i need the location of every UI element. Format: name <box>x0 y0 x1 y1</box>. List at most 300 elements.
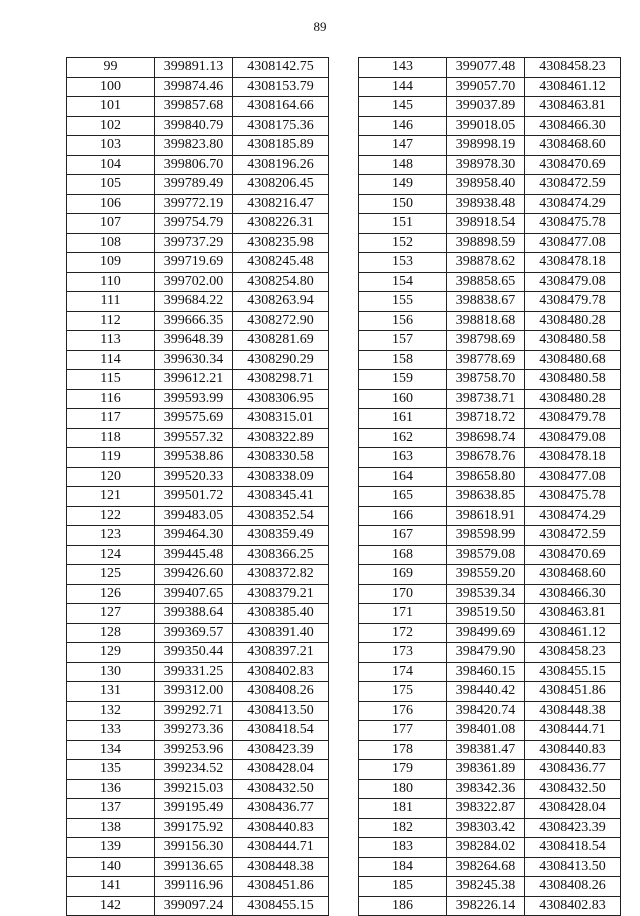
table-row <box>67 487 329 507</box>
y-coordinate-cell: 4308235.98 <box>233 233 329 253</box>
point-number-cell: 104 <box>67 155 155 175</box>
x-coordinate-cell: 398838.67 <box>447 292 525 312</box>
table-row <box>67 760 329 780</box>
table-row <box>359 584 621 604</box>
x-coordinate-cell: 399520.33 <box>155 467 233 487</box>
x-coordinate-cell: 399273.36 <box>155 721 233 741</box>
table-row <box>359 877 621 897</box>
y-coordinate-cell: 4308397.21 <box>233 643 329 663</box>
y-coordinate-cell: 4308402.83 <box>233 662 329 682</box>
point-number-cell: 106 <box>67 194 155 214</box>
table-row <box>359 448 621 468</box>
table-row <box>67 877 329 897</box>
point-number-cell: 120 <box>67 467 155 487</box>
point-number-cell: 151 <box>359 214 447 234</box>
y-coordinate-cell: 4308451.86 <box>233 877 329 897</box>
y-coordinate-cell: 4308478.18 <box>525 448 621 468</box>
x-coordinate-cell: 399857.68 <box>155 97 233 117</box>
y-coordinate-cell: 4308466.30 <box>525 584 621 604</box>
y-coordinate-cell: 4308185.89 <box>233 136 329 156</box>
x-coordinate-cell: 398638.85 <box>447 487 525 507</box>
x-coordinate-cell: 399593.99 <box>155 389 233 409</box>
y-coordinate-cell: 4308175.36 <box>233 116 329 136</box>
point-number-cell: 138 <box>67 818 155 838</box>
y-coordinate-cell: 4308474.29 <box>525 506 621 526</box>
y-coordinate-cell: 4308478.18 <box>525 253 621 273</box>
table-row <box>359 175 621 195</box>
table-row <box>359 194 621 214</box>
y-coordinate-cell: 4308272.90 <box>233 311 329 331</box>
y-coordinate-cell: 4308322.89 <box>233 428 329 448</box>
point-number-cell: 99 <box>67 58 155 78</box>
point-number-cell: 165 <box>359 487 447 507</box>
table-row <box>67 428 329 448</box>
y-coordinate-cell: 4308474.29 <box>525 194 621 214</box>
point-number-cell: 175 <box>359 682 447 702</box>
point-number-cell: 135 <box>67 760 155 780</box>
table-row <box>67 779 329 799</box>
table-row <box>359 409 621 429</box>
x-coordinate-cell: 399874.46 <box>155 77 233 97</box>
y-coordinate-cell: 4308391.40 <box>233 623 329 643</box>
table-row <box>67 116 329 136</box>
page-number: 89 <box>313 19 327 34</box>
table-row <box>67 214 329 234</box>
y-coordinate-cell: 4308440.83 <box>233 818 329 838</box>
x-coordinate-cell: 398342.36 <box>447 779 525 799</box>
table-row <box>359 253 621 273</box>
point-number-cell: 184 <box>359 857 447 877</box>
point-number-cell: 139 <box>67 838 155 858</box>
x-coordinate-cell: 398381.47 <box>447 740 525 760</box>
point-number-cell: 137 <box>67 799 155 819</box>
point-number-cell: 173 <box>359 643 447 663</box>
table-row <box>67 526 329 546</box>
point-number-cell: 115 <box>67 370 155 390</box>
table-row <box>67 331 329 351</box>
table-row <box>359 818 621 838</box>
x-coordinate-cell: 399097.24 <box>155 896 233 916</box>
point-number-cell: 133 <box>67 721 155 741</box>
table-row <box>67 662 329 682</box>
point-number-cell: 117 <box>67 409 155 429</box>
y-coordinate-cell: 4308428.04 <box>525 799 621 819</box>
x-coordinate-cell: 398718.72 <box>447 409 525 429</box>
table-row <box>359 857 621 877</box>
x-coordinate-cell: 399612.21 <box>155 370 233 390</box>
table-row <box>67 292 329 312</box>
x-coordinate-cell: 399630.34 <box>155 350 233 370</box>
table-row <box>67 818 329 838</box>
table-row <box>359 760 621 780</box>
y-coordinate-cell: 4308475.78 <box>525 487 621 507</box>
y-coordinate-cell: 4308298.71 <box>233 370 329 390</box>
point-number-cell: 146 <box>359 116 447 136</box>
x-coordinate-cell: 398598.99 <box>447 526 525 546</box>
point-number-cell: 141 <box>67 877 155 897</box>
table-row <box>67 838 329 858</box>
point-number-cell: 150 <box>359 194 447 214</box>
y-coordinate-cell: 4308372.82 <box>233 565 329 585</box>
point-number-cell: 114 <box>67 350 155 370</box>
table-row <box>359 233 621 253</box>
point-number-cell: 140 <box>67 857 155 877</box>
y-coordinate-cell: 4308480.68 <box>525 350 621 370</box>
point-number-cell: 155 <box>359 292 447 312</box>
point-number-cell: 183 <box>359 838 447 858</box>
y-coordinate-cell: 4308345.41 <box>233 487 329 507</box>
table-row <box>359 701 621 721</box>
y-coordinate-cell: 4308470.69 <box>525 155 621 175</box>
point-number-cell: 123 <box>67 526 155 546</box>
point-number-cell: 145 <box>359 97 447 117</box>
point-number-cell: 166 <box>359 506 447 526</box>
x-coordinate-cell: 399292.71 <box>155 701 233 721</box>
point-number-cell: 159 <box>359 370 447 390</box>
x-coordinate-cell: 399018.05 <box>447 116 525 136</box>
x-coordinate-cell: 399407.65 <box>155 584 233 604</box>
x-coordinate-cell: 399426.60 <box>155 565 233 585</box>
y-coordinate-cell: 4308436.77 <box>233 799 329 819</box>
y-coordinate-cell: 4308444.71 <box>525 721 621 741</box>
point-number-cell: 172 <box>359 623 447 643</box>
table-row <box>359 116 621 136</box>
x-coordinate-cell: 398658.80 <box>447 467 525 487</box>
table-row <box>67 467 329 487</box>
x-coordinate-cell: 399195.49 <box>155 799 233 819</box>
point-number-cell: 152 <box>359 233 447 253</box>
x-coordinate-cell: 399057.70 <box>447 77 525 97</box>
table-row <box>67 253 329 273</box>
x-coordinate-cell: 399772.19 <box>155 194 233 214</box>
point-number-cell: 162 <box>359 428 447 448</box>
table-row <box>67 136 329 156</box>
point-number-cell: 142 <box>67 896 155 916</box>
table-row <box>67 272 329 292</box>
y-coordinate-cell: 4308206.45 <box>233 175 329 195</box>
y-coordinate-cell: 4308461.12 <box>525 77 621 97</box>
table-row <box>67 409 329 429</box>
point-number-cell: 143 <box>359 58 447 78</box>
x-coordinate-cell: 398698.74 <box>447 428 525 448</box>
table-row <box>67 584 329 604</box>
y-coordinate-cell: 4308408.26 <box>525 877 621 897</box>
table-row <box>359 331 621 351</box>
point-number-cell: 116 <box>67 389 155 409</box>
table-row <box>359 155 621 175</box>
point-number-cell: 105 <box>67 175 155 195</box>
table-row <box>359 896 621 916</box>
table-row <box>67 545 329 565</box>
y-coordinate-cell: 4308470.69 <box>525 545 621 565</box>
x-coordinate-cell: 398738.71 <box>447 389 525 409</box>
y-coordinate-cell: 4308455.15 <box>233 896 329 916</box>
table-row <box>67 370 329 390</box>
table-row <box>67 311 329 331</box>
y-coordinate-cell: 4308408.26 <box>233 682 329 702</box>
point-number-cell: 148 <box>359 155 447 175</box>
x-coordinate-cell: 398618.91 <box>447 506 525 526</box>
point-number-cell: 107 <box>67 214 155 234</box>
table-row <box>359 389 621 409</box>
x-coordinate-cell: 398858.65 <box>447 272 525 292</box>
x-coordinate-cell: 398978.30 <box>447 155 525 175</box>
x-coordinate-cell: 398303.42 <box>447 818 525 838</box>
table-row <box>359 779 621 799</box>
point-number-cell: 108 <box>67 233 155 253</box>
point-number-cell: 110 <box>67 272 155 292</box>
table-row <box>359 682 621 702</box>
y-coordinate-cell: 4308379.21 <box>233 584 329 604</box>
table-row <box>67 350 329 370</box>
y-coordinate-cell: 4308480.58 <box>525 370 621 390</box>
y-coordinate-cell: 4308315.01 <box>233 409 329 429</box>
x-coordinate-cell: 398460.15 <box>447 662 525 682</box>
table-row <box>359 662 621 682</box>
x-coordinate-cell: 399077.48 <box>447 58 525 78</box>
y-coordinate-cell: 4308413.50 <box>525 857 621 877</box>
point-number-cell: 179 <box>359 760 447 780</box>
table-row <box>359 428 621 448</box>
y-coordinate-cell: 4308216.47 <box>233 194 329 214</box>
x-coordinate-cell: 399891.13 <box>155 58 233 78</box>
x-coordinate-cell: 399253.96 <box>155 740 233 760</box>
x-coordinate-cell: 398479.90 <box>447 643 525 663</box>
y-coordinate-cell: 4308444.71 <box>233 838 329 858</box>
table-row <box>359 272 621 292</box>
y-coordinate-cell: 4308263.94 <box>233 292 329 312</box>
point-number-cell: 147 <box>359 136 447 156</box>
point-number-cell: 111 <box>67 292 155 312</box>
y-coordinate-cell: 4308458.23 <box>525 643 621 663</box>
point-number-cell: 126 <box>67 584 155 604</box>
x-coordinate-cell: 398284.02 <box>447 838 525 858</box>
y-coordinate-cell: 4308359.49 <box>233 526 329 546</box>
x-coordinate-cell: 398499.69 <box>447 623 525 643</box>
point-number-cell: 131 <box>67 682 155 702</box>
y-coordinate-cell: 4308418.54 <box>233 721 329 741</box>
point-number-cell: 156 <box>359 311 447 331</box>
x-coordinate-cell: 399648.39 <box>155 331 233 351</box>
y-coordinate-cell: 4308254.80 <box>233 272 329 292</box>
x-coordinate-cell: 398818.68 <box>447 311 525 331</box>
y-coordinate-cell: 4308448.38 <box>525 701 621 721</box>
point-number-cell: 161 <box>359 409 447 429</box>
point-number-cell: 160 <box>359 389 447 409</box>
x-coordinate-cell: 398559.20 <box>447 565 525 585</box>
point-number-cell: 171 <box>359 604 447 624</box>
point-number-cell: 134 <box>67 740 155 760</box>
y-coordinate-cell: 4308448.38 <box>233 857 329 877</box>
y-coordinate-cell: 4308164.66 <box>233 97 329 117</box>
point-number-cell: 176 <box>359 701 447 721</box>
point-number-cell: 103 <box>67 136 155 156</box>
point-number-cell: 144 <box>359 77 447 97</box>
table-row <box>67 857 329 877</box>
table-row <box>359 136 621 156</box>
x-coordinate-cell: 398440.42 <box>447 682 525 702</box>
y-coordinate-cell: 4308477.08 <box>525 233 621 253</box>
table-row <box>359 545 621 565</box>
x-coordinate-cell: 398998.19 <box>447 136 525 156</box>
point-number-cell: 119 <box>67 448 155 468</box>
y-coordinate-cell: 4308479.78 <box>525 292 621 312</box>
x-coordinate-cell: 398678.76 <box>447 448 525 468</box>
table-row <box>67 97 329 117</box>
point-number-cell: 180 <box>359 779 447 799</box>
table-row <box>67 623 329 643</box>
x-coordinate-cell: 399175.92 <box>155 818 233 838</box>
y-coordinate-cell: 4308290.29 <box>233 350 329 370</box>
x-coordinate-cell: 399737.29 <box>155 233 233 253</box>
y-coordinate-cell: 4308461.12 <box>525 623 621 643</box>
point-number-cell: 109 <box>67 253 155 273</box>
y-coordinate-cell: 4308330.58 <box>233 448 329 468</box>
point-number-cell: 125 <box>67 565 155 585</box>
table-row <box>359 311 621 331</box>
table-row <box>359 77 621 97</box>
point-number-cell: 153 <box>359 253 447 273</box>
table-row <box>359 214 621 234</box>
y-coordinate-cell: 4308463.81 <box>525 97 621 117</box>
table-row <box>67 682 329 702</box>
table-row <box>67 77 329 97</box>
table-row <box>359 623 621 643</box>
y-coordinate-cell: 4308418.54 <box>525 838 621 858</box>
point-number-cell: 169 <box>359 565 447 585</box>
table-row <box>359 506 621 526</box>
x-coordinate-cell: 399331.25 <box>155 662 233 682</box>
point-number-cell: 149 <box>359 175 447 195</box>
x-coordinate-cell: 399350.44 <box>155 643 233 663</box>
y-coordinate-cell: 4308196.26 <box>233 155 329 175</box>
x-coordinate-cell: 399754.79 <box>155 214 233 234</box>
x-coordinate-cell: 399445.48 <box>155 545 233 565</box>
x-coordinate-cell: 398579.08 <box>447 545 525 565</box>
point-number-cell: 182 <box>359 818 447 838</box>
table-row <box>67 740 329 760</box>
table-row <box>67 721 329 741</box>
table-row <box>359 292 621 312</box>
x-coordinate-cell: 398798.69 <box>447 331 525 351</box>
x-coordinate-cell: 399136.65 <box>155 857 233 877</box>
x-coordinate-cell: 398878.62 <box>447 253 525 273</box>
y-coordinate-cell: 4308468.60 <box>525 565 621 585</box>
point-number-cell: 177 <box>359 721 447 741</box>
x-coordinate-cell: 398519.50 <box>447 604 525 624</box>
y-coordinate-cell: 4308472.59 <box>525 175 621 195</box>
y-coordinate-cell: 4308472.59 <box>525 526 621 546</box>
point-number-cell: 113 <box>67 331 155 351</box>
y-coordinate-cell: 4308440.83 <box>525 740 621 760</box>
y-coordinate-cell: 4308451.86 <box>525 682 621 702</box>
table-row <box>359 350 621 370</box>
table-row <box>359 740 621 760</box>
point-number-cell: 102 <box>67 116 155 136</box>
point-number-cell: 167 <box>359 526 447 546</box>
y-coordinate-cell: 4308480.58 <box>525 331 621 351</box>
table-row <box>359 467 621 487</box>
point-number-cell: 170 <box>359 584 447 604</box>
table-row <box>359 604 621 624</box>
x-coordinate-cell: 399557.32 <box>155 428 233 448</box>
table-row <box>359 565 621 585</box>
y-coordinate-cell: 4308432.50 <box>233 779 329 799</box>
table-row <box>67 643 329 663</box>
table-row <box>359 643 621 663</box>
point-number-cell: 132 <box>67 701 155 721</box>
y-coordinate-cell: 4308480.28 <box>525 311 621 331</box>
table-row <box>67 58 329 78</box>
point-number-cell: 164 <box>359 467 447 487</box>
y-coordinate-cell: 4308479.78 <box>525 409 621 429</box>
y-coordinate-cell: 4308338.09 <box>233 467 329 487</box>
table-row <box>67 604 329 624</box>
point-number-cell: 101 <box>67 97 155 117</box>
table-row <box>359 370 621 390</box>
y-coordinate-cell: 4308479.08 <box>525 272 621 292</box>
y-coordinate-cell: 4308477.08 <box>525 467 621 487</box>
y-coordinate-cell: 4308428.04 <box>233 760 329 780</box>
y-coordinate-cell: 4308153.79 <box>233 77 329 97</box>
point-number-cell: 163 <box>359 448 447 468</box>
table-row <box>67 233 329 253</box>
table-row <box>359 97 621 117</box>
x-coordinate-cell: 398226.14 <box>447 896 525 916</box>
table-row <box>359 526 621 546</box>
coordinates-table-left <box>66 57 329 916</box>
y-coordinate-cell: 4308423.39 <box>525 818 621 838</box>
x-coordinate-cell: 399156.30 <box>155 838 233 858</box>
y-coordinate-cell: 4308402.83 <box>525 896 621 916</box>
x-coordinate-cell: 399840.79 <box>155 116 233 136</box>
point-number-cell: 185 <box>359 877 447 897</box>
x-coordinate-cell: 398778.69 <box>447 350 525 370</box>
x-coordinate-cell: 398245.38 <box>447 877 525 897</box>
x-coordinate-cell: 399369.57 <box>155 623 233 643</box>
y-coordinate-cell: 4308245.48 <box>233 253 329 273</box>
y-coordinate-cell: 4308281.69 <box>233 331 329 351</box>
x-coordinate-cell: 399215.03 <box>155 779 233 799</box>
point-number-cell: 186 <box>359 896 447 916</box>
x-coordinate-cell: 398539.34 <box>447 584 525 604</box>
point-number-cell: 158 <box>359 350 447 370</box>
point-number-cell: 129 <box>67 643 155 663</box>
x-coordinate-cell: 399116.96 <box>155 877 233 897</box>
y-coordinate-cell: 4308306.95 <box>233 389 329 409</box>
x-coordinate-cell: 398401.08 <box>447 721 525 741</box>
table-row <box>67 701 329 721</box>
table-row <box>67 448 329 468</box>
point-number-cell: 136 <box>67 779 155 799</box>
table-row <box>359 58 621 78</box>
table-row <box>67 565 329 585</box>
x-coordinate-cell: 398898.59 <box>447 233 525 253</box>
y-coordinate-cell: 4308466.30 <box>525 116 621 136</box>
y-coordinate-cell: 4308352.54 <box>233 506 329 526</box>
y-coordinate-cell: 4308142.75 <box>233 58 329 78</box>
x-coordinate-cell: 399037.89 <box>447 97 525 117</box>
x-coordinate-cell: 398958.40 <box>447 175 525 195</box>
table-row <box>67 896 329 916</box>
x-coordinate-cell: 399789.49 <box>155 175 233 195</box>
y-coordinate-cell: 4308458.23 <box>525 58 621 78</box>
x-coordinate-cell: 399312.00 <box>155 682 233 702</box>
x-coordinate-cell: 399719.69 <box>155 253 233 273</box>
x-coordinate-cell: 399483.05 <box>155 506 233 526</box>
y-coordinate-cell: 4308226.31 <box>233 214 329 234</box>
x-coordinate-cell: 399538.86 <box>155 448 233 468</box>
